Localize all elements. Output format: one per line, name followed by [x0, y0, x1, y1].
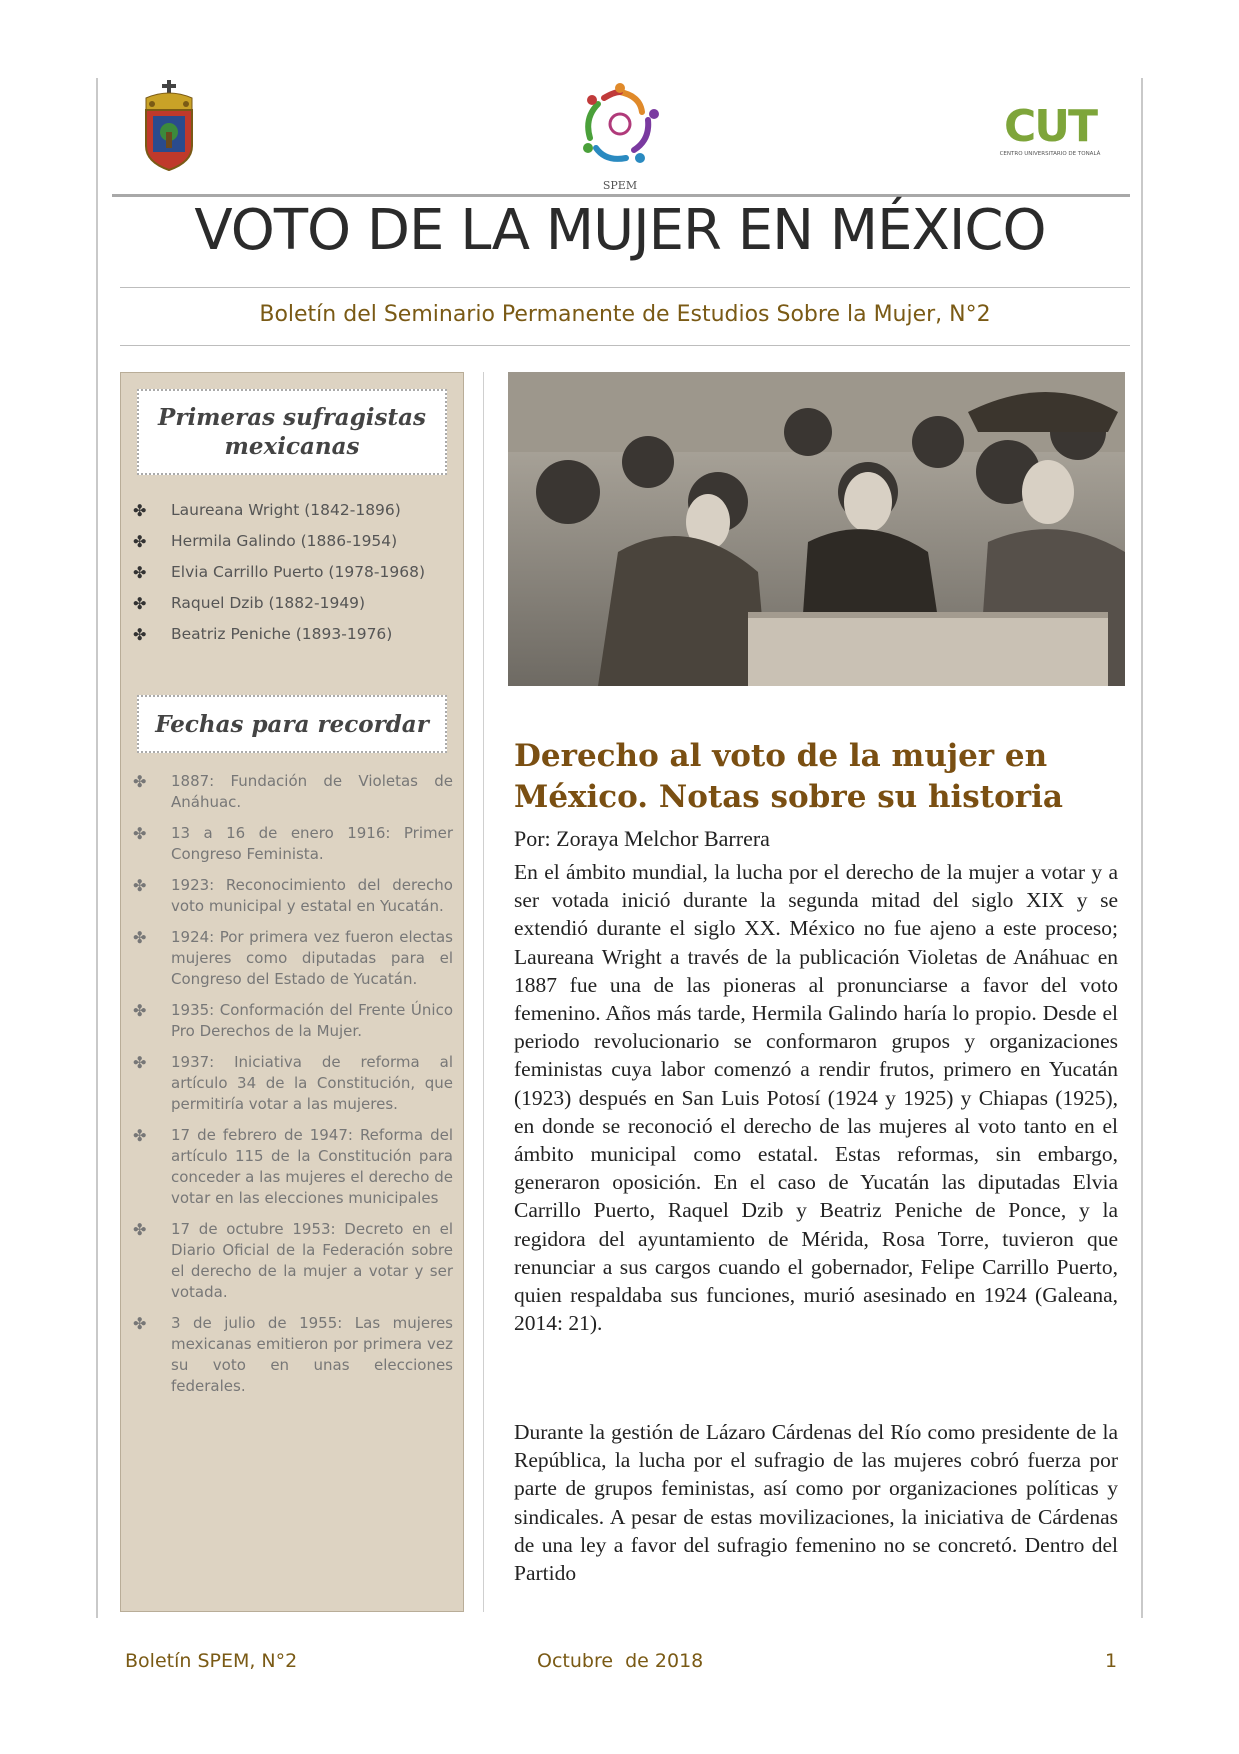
article-title: Derecho al voto de la mujer en México. Notas sobre su historia	[514, 738, 1063, 815]
list-item-text: 3 de julio de 1955: Las mujeres mexicanas emitieron por primera vez su voto en unas elecciones federales.	[171, 1314, 453, 1395]
cut-logo-text: CUT	[1003, 101, 1097, 152]
cross-bullet-icon: ✤	[133, 563, 147, 582]
cross-bullet-icon: ✤	[133, 501, 147, 520]
cut-logo-caption: CENTRO UNIVERSITARIO DE TONALÁ	[999, 151, 1101, 157]
title-rule	[120, 287, 1130, 288]
page-title: VOTO DE LA MUJER EN MÉXICO	[194, 198, 1046, 263]
cut-logo	[985, 101, 1115, 165]
article-paragraph-2: Durante la gestión de Lázaro Cárdenas del Río como presidente de la República, la lucha por el sufragio de las mujeres cobró fuerza por parte de grupos feministas, así como por organizaciones políticas y sindicales. A pesar de estas movilizaciones, la iniciativa de Cárdenas de una ley a favor del sufragio femenino no se concretó. Dentro del Partido	[514, 1420, 1118, 1586]
list-item-text: Laureana Wright (1842-1896)	[171, 501, 401, 519]
historical-voting-photo	[508, 372, 1125, 686]
list-item-text: 13 a 16 de enero 1916: Primer Congreso Feminista.	[171, 824, 453, 863]
list-item-text: 17 de octubre 1953: Decreto en el Diario Oficial de la Federación sobre el derecho de la mujer a votar y ser votada.	[171, 1220, 453, 1301]
list-item-text: 1887: Fundación de Violetas de Anáhuac.	[171, 772, 453, 811]
list-item	[133, 557, 453, 588]
cross-bullet-icon: ✤	[133, 532, 147, 551]
cross-bullet-icon: ✤	[133, 1314, 147, 1333]
article-byline: Por: Zoraya Melchor Barrera	[514, 826, 770, 851]
cross-bullet-icon: ✤	[133, 625, 147, 644]
sidebar-heading-dates: Fechas para recordar	[137, 695, 447, 753]
list-item-text: 1923: Reconocimiento del derecho voto municipal y estatal en Yucatán.	[171, 876, 453, 915]
list-item	[133, 588, 453, 619]
list-item-text: 1924: Por primera vez fueron electas mujeres como diputadas para el Congreso del Estado de Yucatán.	[171, 928, 453, 988]
suffragists-list	[133, 495, 453, 650]
list-item	[133, 1125, 453, 1209]
cross-bullet-icon: ✤	[133, 1220, 147, 1239]
sidebar	[120, 372, 464, 1612]
cross-bullet-icon: ✤	[133, 594, 147, 613]
cross-bullet-icon: ✤	[133, 824, 147, 843]
list-item	[133, 875, 453, 917]
list-item	[133, 1219, 453, 1303]
cross-bullet-icon: ✤	[133, 1001, 147, 1020]
spem-logo	[570, 82, 670, 192]
cross-bullet-icon: ✤	[133, 1126, 147, 1145]
list-item	[133, 1052, 453, 1115]
list-item-text: 17 de febrero de 1947: Reforma del artículo 115 de la Constitución para conceder a las mujeres el derecho de votar en las elecciones municipales	[171, 1126, 453, 1207]
list-item	[133, 927, 453, 990]
list-item	[133, 771, 453, 813]
cross-bullet-icon: ✤	[133, 772, 147, 791]
right-frame-line	[1141, 78, 1143, 1618]
article-paragraph-1: En el ámbito mundial, la lucha por el derecho de la mujer a votar y a ser votada inició durante la segunda mitad del siglo XIX y se extendió durante el siglo XX. México no fue ajeno a este proceso; Laureana Wright a través de la publicación Violetas de Anáhuac en 1887 fue una de las pioneras al pronunciarse a favor del voto femenino. Años más tarde, Hermila Galindo haría lo propio. Desde el periodo revolucionario se conformaron grupos y organizaciones feministas cuya labor comenzó a rendir frutos, primero en Yucatán (1923) después en San Luis Potosí (1924 y 1925) y Chiapas (1925), en donde se reconoció el derecho de las mujeres al voto tanto en el ámbito municipal como estatal. Estas reformas, sin embargo, generaron oposición. En el caso de Yucatán las diputadas Elvia Carrillo Puerto, Raquel Dzib y Beatriz Peniche de Ponce, y la regidora del ayuntamiento de Mérida, Rosa Torre, tuvieron que renunciar a sus cargos cuando el gobernador, Felipe Carrillo Puerto, quien respaldaba sus funciones, murió asesinado en 1924 (Galeana, 2014: 21).	[514, 860, 1118, 1336]
subtitle-rule	[120, 345, 1130, 346]
cross-bullet-icon: ✤	[133, 1053, 147, 1072]
list-item-text: 1937: Iniciativa de reforma al artículo 34 de la Constitución, que permitiría votar a las mujeres.	[171, 1053, 453, 1113]
spem-logo-label: SPEM	[602, 179, 638, 192]
cross-bullet-icon: ✤	[133, 876, 147, 895]
footer-date: Octubre de 2018	[537, 1650, 704, 1672]
list-item-text: Beatriz Peniche (1893-1976)	[171, 625, 393, 643]
left-frame-line	[96, 78, 98, 1618]
list-item-text: 1935: Conformación del Frente Único Pro Derechos de la Mujer.	[171, 1001, 453, 1040]
list-item	[133, 619, 453, 650]
list-item	[133, 823, 453, 865]
list-item-text: Elvia Carrillo Puerto (1978-1968)	[171, 563, 426, 581]
header-top-rule	[112, 194, 1130, 197]
footer-page-number: 1	[1105, 1650, 1118, 1672]
list-item-text: Hermila Galindo (1886-1954)	[171, 532, 398, 550]
list-item	[133, 526, 453, 557]
cross-bullet-icon: ✤	[133, 928, 147, 947]
list-item	[133, 495, 453, 526]
list-item-text: Raquel Dzib (1882-1949)	[171, 594, 366, 612]
list-item	[133, 1313, 453, 1397]
page-subtitle: Boletín del Seminario Permanente de Estudios Sobre la Mujer, N°2	[259, 302, 991, 327]
university-crest-logo	[138, 80, 200, 172]
column-divider	[483, 372, 484, 1612]
dates-list	[133, 771, 453, 1407]
sidebar-heading-suffragists: Primeras sufragistas mexicanas	[137, 389, 447, 475]
footer-publication: Boletín SPEM, N°2	[125, 1650, 298, 1672]
list-item	[133, 1000, 453, 1042]
